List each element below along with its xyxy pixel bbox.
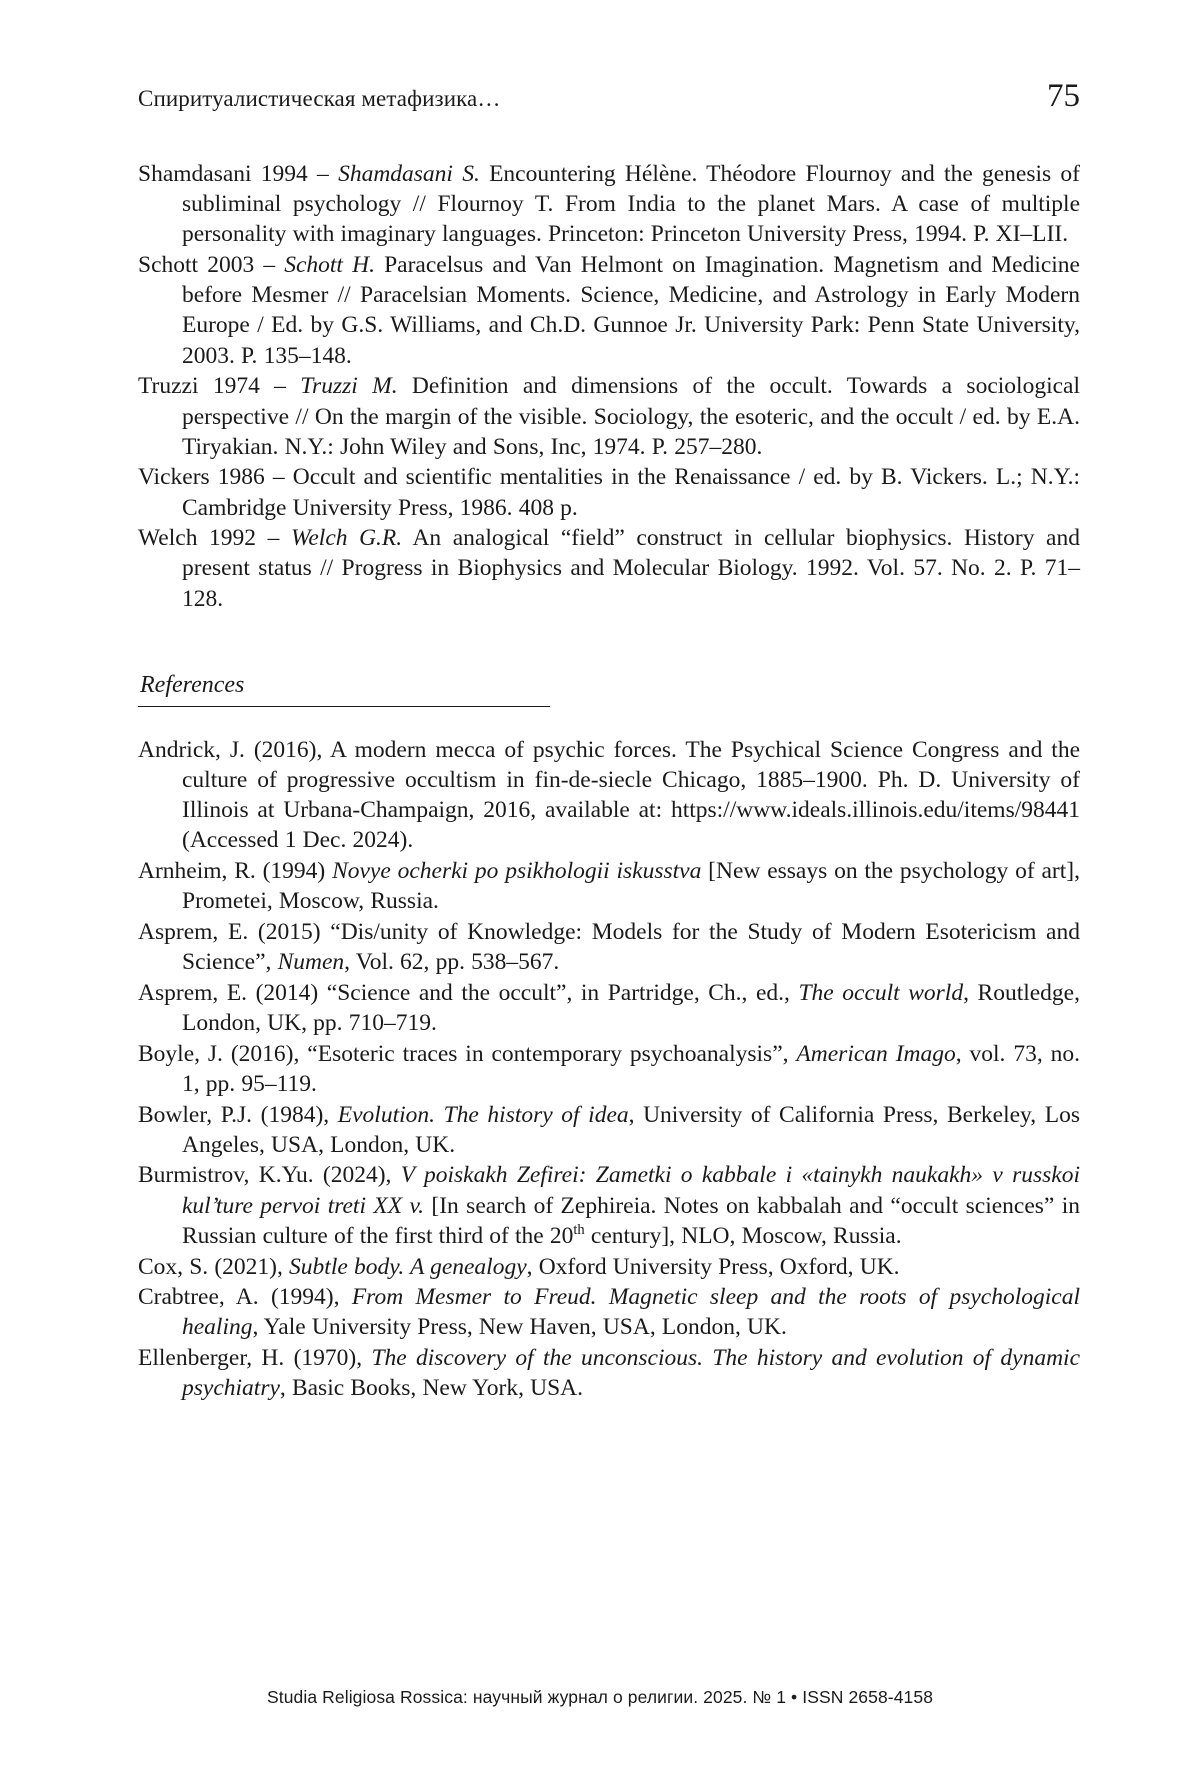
reference-entry: Boyle, J. (2016), “Esoteric traces in contemporary psychoanalysis”, American Imago, vol. 73, no. 1, pp. 95–119. bbox=[138, 1040, 1081, 1097]
bibliography-entry: Shamdasani 1994 – Shamdasani S. Encountering Hélène. Théodore Flournoy and the genesis of subliminal psychology // Flournoy T. From India to the planet Mars. A case of multiple personality with imaginary languages. Princeton: Princeton University Press, 1994. P. XI–LII. bbox=[138, 161, 1080, 248]
bibliography-russian-list bbox=[138, 159, 1080, 614]
reference-entry: Arnheim, R. (1994) Novye ocherki po psikhologii iskusstva [New essays on the psychology of art], Prometei, Moscow, Russia. bbox=[138, 858, 1080, 915]
references-list bbox=[138, 735, 1080, 1404]
reference-entry: Asprem, E. (2015) “Dis/unity of Knowledge: Models for the Study of Modern Esotericism and Science”, Numen, Vol. 62, pp. 538–567. bbox=[138, 918, 1080, 976]
bibliography-entry: Schott 2003 – Schott H. Paracelsus and Van Helmont on Imagination. Magnetism and Medicine before Mesmer // Paracelsian Moments. Science, Medicine, and Astrology in Early Modern Europe / Ed. by G.S. Williams, and Ch.D. Gunnoe Jr. University Park: Penn State University, 2003. P. 135–148. bbox=[138, 252, 1080, 369]
reference-entry: Asprem, E. (2014) “Science and the occult”, in Partridge, Ch., ed., The occult world, Routledge, London, UK, pp. 710–719. bbox=[138, 979, 1080, 1036]
heading-divider bbox=[138, 706, 550, 707]
running-head-title: Спиритуалистическая метафизика… bbox=[138, 86, 501, 111]
reference-entry: Crabtree, A. (1994), From Mesmer to Freud. Magnetic sleep and the roots of psychological healing, Yale University Press, New Haven, USA, London, UK. bbox=[138, 1284, 1081, 1341]
references-heading: References bbox=[140, 671, 245, 698]
reference-entry: Ellenberger, H. (1970), The discovery of the unconscious. The history and evolution of dynamic psychiatry, Basic Books, New York, USA. bbox=[138, 1345, 1081, 1402]
reference-entry: Burmistrov, K.Yu. (2024), V poiskakh Zefirei: Zametki o kabbale i «tainykh naukakh» v russkoi kul’ture pervoi treti XX v. [In search of Zephireia. Notes on kabbalah and “occult sciences” in Russian culture of the first third of the 20th century], NLO, Moscow, Russia. bbox=[138, 1162, 1080, 1249]
bibliography-entry: Truzzi 1974 – Truzzi M. Definition and dimensions of the occult. Towards a sociological perspective // On the margin of the visible. Sociology, the esoteric, and the occult / ed. by E.A. Tiryakian. N.Y.: John Wiley and Sons, Inc, 1974. P. 257–280. bbox=[138, 373, 1080, 460]
reference-entry: Cox, S. (2021), Subtle body. A genealogy, Oxford University Press, Oxford, UK. bbox=[138, 1253, 900, 1280]
bibliography-entry: Vickers 1986 – Occult and scientific mentalities in the Renaissance / ed. by B. Vickers. L.; N.Y.: Cambridge University Press, 1986. 408 p. bbox=[138, 464, 1080, 521]
reference-entry: Bowler, P.J. (1984), Evolution. The history of idea, University of California Press, Berkeley, Los Angeles, USA, London, UK. bbox=[138, 1101, 1080, 1158]
page-number: 75 bbox=[1047, 78, 1080, 114]
bibliography-entry: Welch 1992 – Welch G.R. An analogical “field” construct in cellular biophysics. History and present status // Progress in Biophysics and Molecular Biology. 1992. Vol. 57. No. 2. P. 71–128. bbox=[138, 525, 1080, 612]
page-footer: Studia Religiosa Rossica: научный журнал о религии. 2025. № 1 • ISSN 2658-4158 bbox=[266, 1687, 934, 1707]
reference-entry: Andrick, J. (2016), A modern mecca of psychic forces. The Psychical Science Congress and the culture of progressive occultism in fin-de-siecle Chicago, 1885–1900. Ph. D. University of Illinois at Urbana-Champaign, 2016, available at: https://www.ideals.illinois.edu/items/98441 (Accessed 1 Dec. 2024). bbox=[138, 736, 1080, 854]
running-head bbox=[138, 78, 1080, 115]
